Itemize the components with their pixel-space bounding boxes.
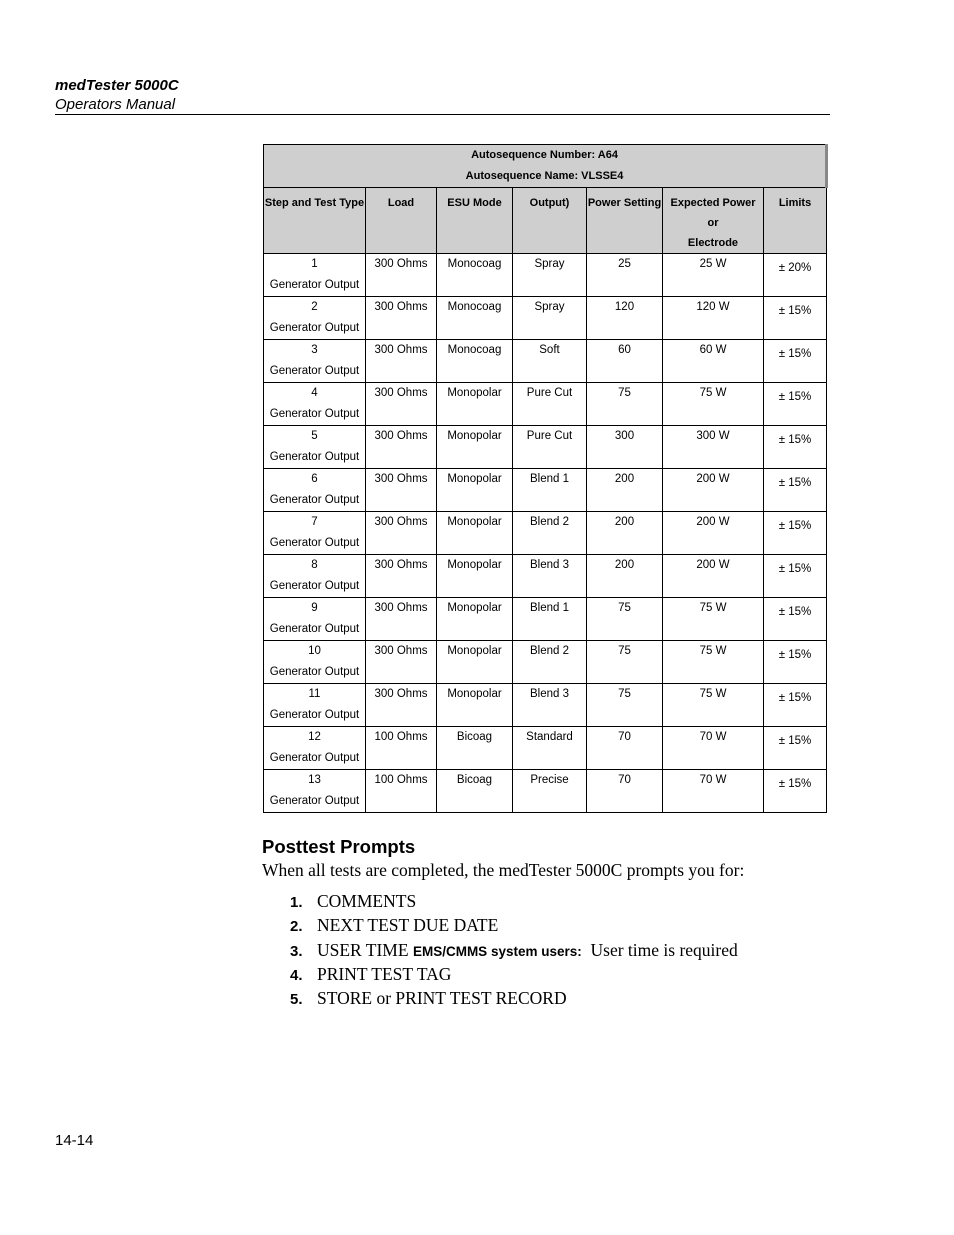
cell-load: 300 Ohms xyxy=(366,598,437,641)
cell-power: 75 xyxy=(587,598,663,641)
cell-esu-mode: Monopolar xyxy=(437,598,513,641)
test-type: Generator Output xyxy=(269,623,360,635)
cell-step xyxy=(264,727,366,770)
col-power: Power Setting xyxy=(587,188,663,254)
cell-esu-mode: Bicoag xyxy=(437,727,513,770)
cell-power: 200 xyxy=(587,555,663,598)
cell-step xyxy=(264,641,366,684)
cell-esu-mode: Monocoag xyxy=(437,297,513,340)
test-type: Generator Output xyxy=(269,365,360,377)
item-text: PRINT TEST TAG xyxy=(317,963,452,984)
step-number: 12 xyxy=(308,731,321,743)
test-type: Generator Output xyxy=(269,408,360,420)
cell-step xyxy=(264,770,366,813)
cell-load: 300 Ohms xyxy=(366,340,437,383)
cell-limits: ± 15% xyxy=(764,426,827,469)
cell-load: 300 Ohms xyxy=(366,383,437,426)
list-item xyxy=(290,939,738,963)
cell-output: Precise xyxy=(513,770,587,813)
cell-expected: 300 W xyxy=(663,426,764,469)
item-number: 4. xyxy=(290,966,303,984)
table-row xyxy=(264,297,827,340)
cell-esu-mode: Monocoag xyxy=(437,254,513,297)
cell-expected: 75 W xyxy=(663,684,764,727)
cell-esu-mode: Monopolar xyxy=(437,512,513,555)
cell-esu-mode: Monopolar xyxy=(437,684,513,727)
cell-output: Soft xyxy=(513,340,587,383)
step-number: 1 xyxy=(311,258,318,270)
item-note: EMS/CMMS system users: xyxy=(412,943,582,959)
page-number: 14-14 xyxy=(55,1132,94,1149)
table-row xyxy=(264,555,827,598)
item-number: 1. xyxy=(290,894,303,911)
cell-output: Pure Cut xyxy=(513,426,587,469)
cell-step xyxy=(264,426,366,469)
step-number: 2 xyxy=(311,301,318,313)
prompt-list xyxy=(290,890,738,1011)
cell-load: 300 Ohms xyxy=(366,512,437,555)
cell-output: Blend 2 xyxy=(513,512,587,555)
cell-output: Blend 2 xyxy=(513,641,587,684)
step-number: 10 xyxy=(308,645,321,657)
cell-limits: ± 15% xyxy=(764,297,827,340)
cell-limits: ± 15% xyxy=(764,770,827,813)
table-row xyxy=(264,512,827,555)
test-type: Generator Output xyxy=(269,279,360,291)
cell-expected: 70 W xyxy=(663,770,764,813)
cell-output: Blend 1 xyxy=(513,469,587,512)
cell-esu-mode: Bicoag xyxy=(437,770,513,813)
cell-load: 300 Ohms xyxy=(366,426,437,469)
cell-output: Spray xyxy=(513,254,587,297)
cell-power: 70 xyxy=(587,770,663,813)
cell-load: 300 Ohms xyxy=(366,684,437,727)
cell-output: Pure Cut xyxy=(513,383,587,426)
autosequence-name: Autosequence Name: VLSSE4 xyxy=(465,170,624,182)
cell-esu-mode: Monopolar xyxy=(437,641,513,684)
col-load: Load xyxy=(366,188,437,254)
cell-power: 120 xyxy=(587,297,663,340)
table-row xyxy=(264,383,827,426)
test-type: Generator Output xyxy=(269,451,360,463)
cell-expected: 25 W xyxy=(663,254,764,297)
col-esu-mode: ESU Mode xyxy=(437,188,513,254)
table-row xyxy=(264,598,827,641)
step-number: 6 xyxy=(311,473,318,485)
table-row xyxy=(264,254,827,297)
test-type: Generator Output xyxy=(269,322,360,334)
cell-power: 200 xyxy=(587,469,663,512)
manual-title: medTester 5000C xyxy=(55,77,179,94)
cell-load: 100 Ohms xyxy=(366,770,437,813)
item-text: NEXT TEST DUE DATE xyxy=(317,915,499,936)
cell-power: 75 xyxy=(587,383,663,426)
section-intro: When all tests are completed, the medTester 5000C prompts you for: xyxy=(262,860,745,880)
test-type: Generator Output xyxy=(269,709,360,721)
cell-step xyxy=(264,254,366,297)
step-number: 13 xyxy=(308,774,321,786)
list-item xyxy=(290,914,738,938)
cell-esu-mode: Monopolar xyxy=(437,469,513,512)
step-number: 5 xyxy=(311,430,318,442)
cell-esu-mode: Monocoag xyxy=(437,340,513,383)
cell-expected: 75 W xyxy=(663,383,764,426)
table-row xyxy=(264,340,827,383)
cell-limits: ± 15% xyxy=(764,555,827,598)
col-output: Output) xyxy=(513,188,587,254)
autosequence-number: Autosequence Number: A64 xyxy=(471,149,618,161)
cell-step xyxy=(264,340,366,383)
cell-esu-mode: Monopolar xyxy=(437,426,513,469)
step-number: 9 xyxy=(311,602,318,614)
list-item xyxy=(290,987,738,1011)
cell-step xyxy=(264,512,366,555)
cell-power: 300 xyxy=(587,426,663,469)
cell-limits: ± 15% xyxy=(764,684,827,727)
item-text: STORE or PRINT TEST RECORD xyxy=(317,988,567,1009)
cell-output: Blend 3 xyxy=(513,684,587,727)
item-text: USER TIME xyxy=(317,939,413,960)
cell-step xyxy=(264,383,366,426)
cell-output: Standard xyxy=(513,727,587,770)
cell-limits: ± 15% xyxy=(764,469,827,512)
cell-limits: ± 15% xyxy=(764,340,827,383)
table-row xyxy=(264,684,827,727)
item-number: 5. xyxy=(290,991,303,1009)
cell-expected: 120 W xyxy=(663,297,764,340)
cell-step xyxy=(264,598,366,641)
table-row xyxy=(264,641,827,684)
test-type: Generator Output xyxy=(269,666,360,678)
cell-load: 300 Ohms xyxy=(366,641,437,684)
cell-expected: 70 W xyxy=(663,727,764,770)
cell-power: 200 xyxy=(587,512,663,555)
step-number: 8 xyxy=(311,559,318,571)
autosequence-table xyxy=(263,144,828,813)
item-number: 3. xyxy=(290,942,303,960)
running-header xyxy=(55,76,179,114)
cell-expected: 60 W xyxy=(663,340,764,383)
cell-limits: ± 15% xyxy=(764,383,827,426)
table-row xyxy=(264,727,827,770)
header-rule xyxy=(55,114,830,115)
cell-limits: ± 15% xyxy=(764,598,827,641)
table-body xyxy=(264,254,827,813)
cell-expected: 75 W xyxy=(663,598,764,641)
cell-step xyxy=(264,555,366,598)
table-banner-row xyxy=(264,145,827,188)
test-type: Generator Output xyxy=(269,537,360,549)
table-header-row xyxy=(264,188,827,254)
col-expected-line3: Electrode xyxy=(687,237,739,249)
test-type: Generator Output xyxy=(269,795,360,807)
cell-power: 75 xyxy=(587,641,663,684)
col-step: Step and Test Type xyxy=(264,188,366,254)
test-type: Generator Output xyxy=(269,580,360,592)
test-type: Generator Output xyxy=(269,752,360,764)
cell-power: 75 xyxy=(587,684,663,727)
cell-output: Blend 3 xyxy=(513,555,587,598)
cell-expected: 200 W xyxy=(663,469,764,512)
cell-load: 300 Ohms xyxy=(366,469,437,512)
list-item xyxy=(290,890,738,914)
table-row xyxy=(264,426,827,469)
cell-expected: 200 W xyxy=(663,512,764,555)
cell-load: 100 Ohms xyxy=(366,727,437,770)
cell-limits: ± 15% xyxy=(764,512,827,555)
cell-load: 300 Ohms xyxy=(366,254,437,297)
section-heading: Posttest Prompts xyxy=(262,836,416,857)
cell-output: Spray xyxy=(513,297,587,340)
cell-step xyxy=(264,469,366,512)
item-note-text: User time is required xyxy=(581,939,738,960)
cell-limits: ± 15% xyxy=(764,641,827,684)
cell-power: 25 xyxy=(587,254,663,297)
cell-limits: ± 15% xyxy=(764,727,827,770)
step-number: 3 xyxy=(311,344,318,356)
col-expected-line2: or xyxy=(707,217,719,229)
item-text: COMMENTS xyxy=(317,891,417,911)
cell-load: 300 Ohms xyxy=(366,297,437,340)
cell-esu-mode: Monopolar xyxy=(437,555,513,598)
item-number: 2. xyxy=(290,918,303,936)
table-row xyxy=(264,469,827,512)
cell-expected: 75 W xyxy=(663,641,764,684)
list-item xyxy=(290,963,738,987)
cell-step xyxy=(264,297,366,340)
step-number: 7 xyxy=(311,516,318,528)
step-number: 11 xyxy=(308,688,321,700)
cell-esu-mode: Monopolar xyxy=(437,383,513,426)
step-number: 4 xyxy=(311,387,318,399)
test-type: Generator Output xyxy=(269,494,360,506)
cell-expected: 200 W xyxy=(663,555,764,598)
table-row xyxy=(264,770,827,813)
manual-subtitle: Operators Manual xyxy=(55,96,176,113)
cell-limits: ± 20% xyxy=(764,254,827,297)
col-limits: Limits xyxy=(764,188,827,254)
cell-load: 300 Ohms xyxy=(366,555,437,598)
col-expected-line1: Expected Power xyxy=(670,197,756,209)
table-banner xyxy=(264,145,827,188)
cell-output: Blend 1 xyxy=(513,598,587,641)
cell-power: 60 xyxy=(587,340,663,383)
col-expected xyxy=(663,188,764,254)
cell-power: 70 xyxy=(587,727,663,770)
cell-step xyxy=(264,684,366,727)
